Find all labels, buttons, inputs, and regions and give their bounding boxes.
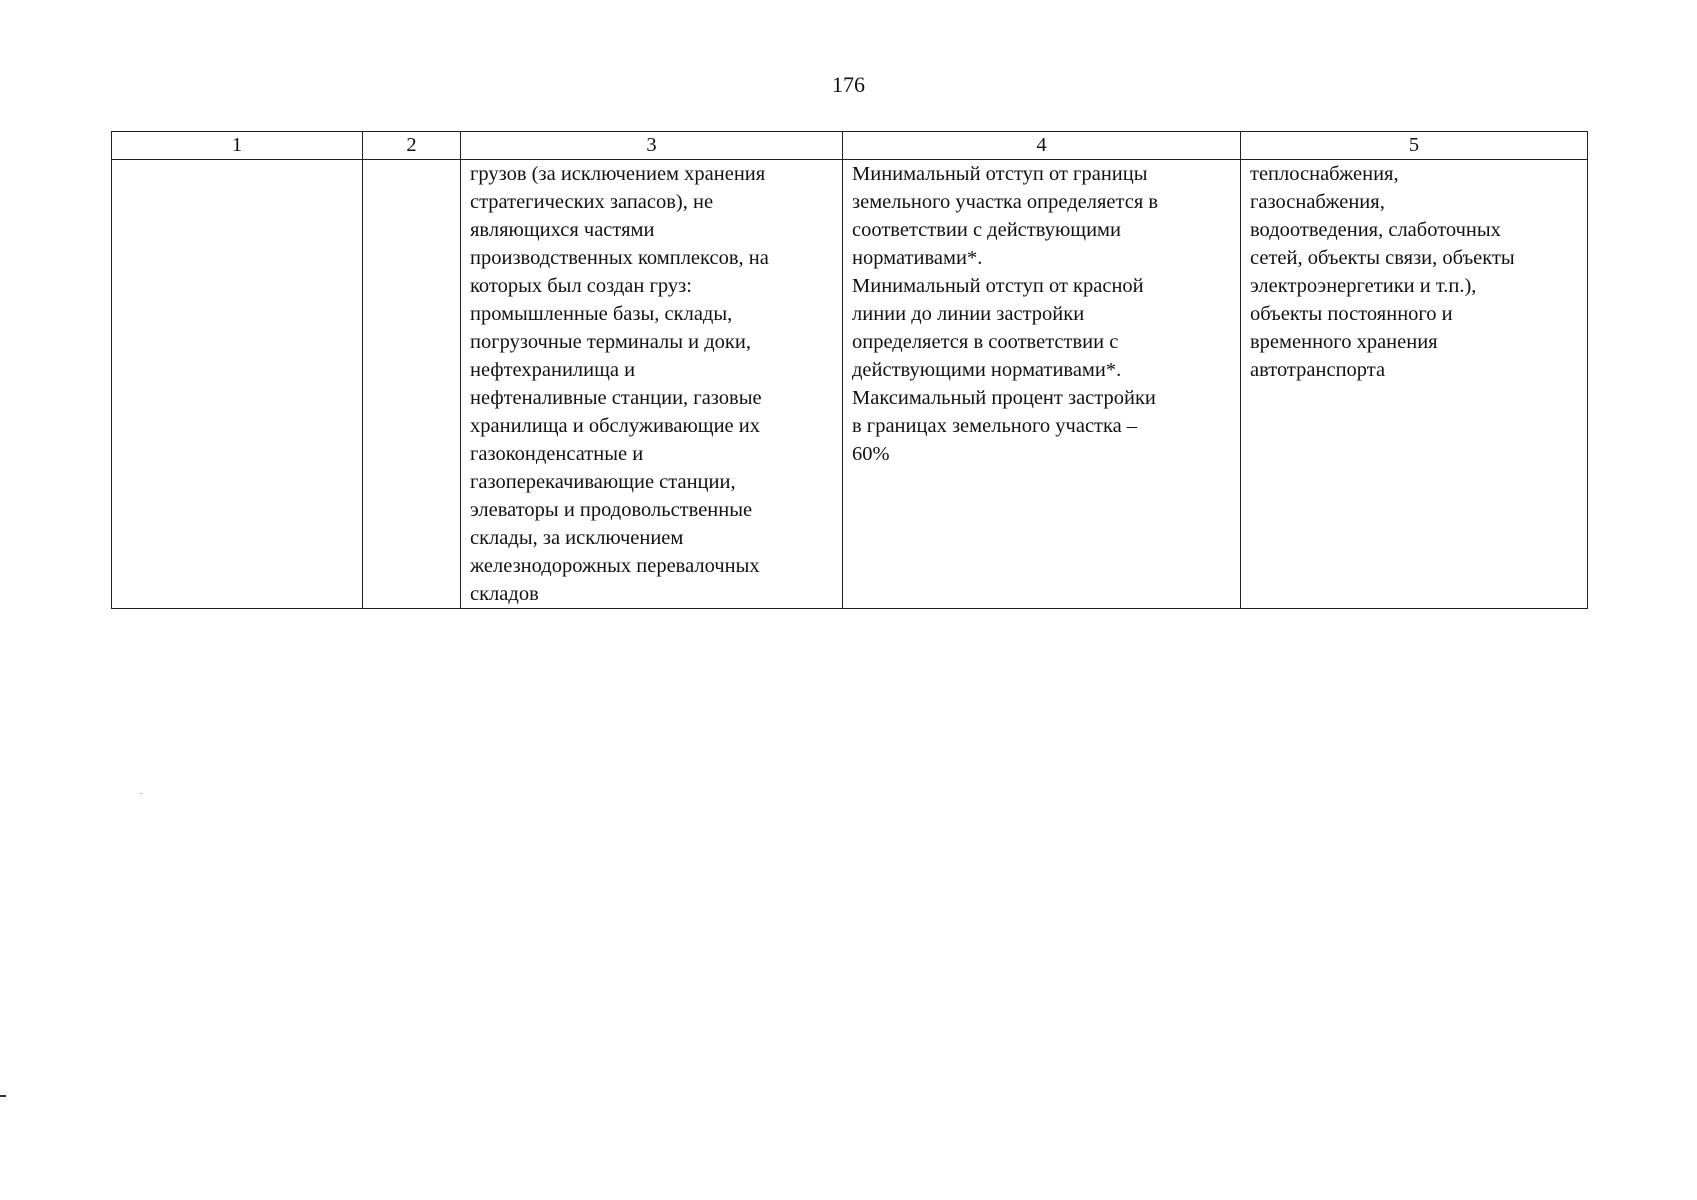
scan-speck	[140, 793, 142, 794]
table-row	[112, 160, 1588, 609]
column-header-5: 5	[1241, 132, 1588, 160]
regulation-table	[111, 131, 1588, 609]
cell-col-4	[843, 160, 1241, 609]
cell-col-3	[461, 160, 843, 609]
page-number: 176	[832, 72, 865, 97]
cell-col-4-text: Минимальный отступ от границы земельного участка определяется в соответствии с действующими нормативами*. Минимальный отступ от красной линии до линии застройки определяется в соответствии с действующими нормативами*. Максимальный процент застройки в границах земельного участка – 60%	[852, 163, 1159, 465]
margin-mark	[0, 1095, 6, 1097]
cell-col-5-text: теплоснабжения, газоснабжения, водоотведения, слаботочных сетей, объекты связи, объекты электроэнергетики и т.п.), объекты постоянного и временного хранения автотранспорта	[1250, 163, 1515, 381]
cell-col-3-text: грузов (за исключением хранения стратегических запасов), не являющихся частями производственных комплексов, на которых был создан груз: промышленные базы, склады, погрузочные терминалы и доки, нефтехранилища и нефтеналивные станции, газовые хранилища и обслуживающие их газоконденсатные и газоперекачивающие станции, элеваторы и продовольственные склады, за исключением железнодорожных перевалочных складов	[470, 163, 769, 605]
cell-col-2	[363, 160, 461, 609]
column-header-3: 3	[461, 132, 843, 160]
column-header-4: 4	[843, 132, 1241, 160]
table-header-row	[112, 132, 1588, 160]
column-header-1: 1	[112, 132, 363, 160]
cell-col-5	[1241, 160, 1588, 609]
cell-col-1	[112, 160, 363, 609]
column-header-2: 2	[363, 132, 461, 160]
